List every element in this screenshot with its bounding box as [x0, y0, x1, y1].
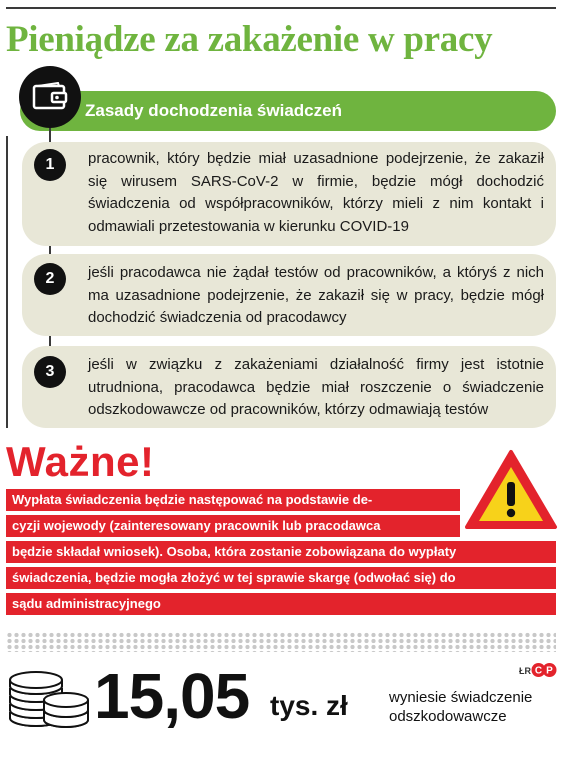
rule-number-2: 2 [34, 263, 66, 295]
svg-text:C: C [534, 665, 543, 677]
dotted-divider [6, 632, 556, 652]
warning-triangle-icon [464, 449, 558, 531]
important-line-5: sądu administracyjnego [6, 593, 556, 615]
amount-description [389, 688, 532, 726]
amount-description-line-1: wyniesie świadczenie [389, 689, 533, 706]
important-line-2: cyzji wojewody (zainteresowany pracownik lub pracodawca [6, 515, 460, 537]
side-rule [6, 136, 8, 428]
page-title: Pieniądze za zakażenie w pracy [6, 19, 493, 60]
amount-description-line-2: odszkodowawcze [389, 708, 507, 725]
important-heading: Ważne! [6, 438, 155, 485]
important-line-3: będzie składał wniosek). Osoba, która zostanie zobowiązana do wypłaty [6, 541, 556, 563]
section-header-label: Zasady dochodzenia świadczeń [85, 101, 342, 120]
cp-logo-icon [531, 662, 557, 678]
rule-number-3: 3 [34, 356, 66, 388]
rule-number-1: 1 [34, 149, 66, 181]
important-line-1: Wypłata świadczenia będzie następować na podstawie de- [6, 489, 460, 511]
top-rule [6, 7, 556, 9]
amount-value: 15,05 [94, 660, 250, 732]
wallet-icon [19, 66, 81, 128]
rule-text-2: jeśli pracodawca nie żądał testów od pracowników, a któryś z nich ma uzasadnione podejrzenie, że zakaził się w pracy, będzie mógł dochodzić świadczenia od pracodawcy [88, 264, 544, 326]
rule-text-3: jeśli w związku z zakażeniami działalność firmy jest istotnie utrudniona, pracodawca będzie miał roszczenie o świadczenie odszkodowawcze od pracowników, którzy odmawiają testów [88, 356, 544, 418]
svg-text:P: P [546, 665, 553, 677]
important-line-4: świadczenia, będzie mogła złożyć w tej sprawie skargę (odwołać się) do [6, 567, 556, 589]
amount-unit: tys. zł [270, 690, 348, 721]
rule-text-1: pracownik, który będzie miał uzasadnione podejrzenie, że zakaził się wirusem SARS-CoV-2 w firmie, będzie mógł dochodzić świadczenia od współpracowników, którzy mieli z nim kontakt i odmawiali przetestowania w kierunku COVID-19 [88, 150, 544, 235]
author-credit: ŁR [519, 666, 531, 676]
coins-icon [6, 660, 90, 730]
